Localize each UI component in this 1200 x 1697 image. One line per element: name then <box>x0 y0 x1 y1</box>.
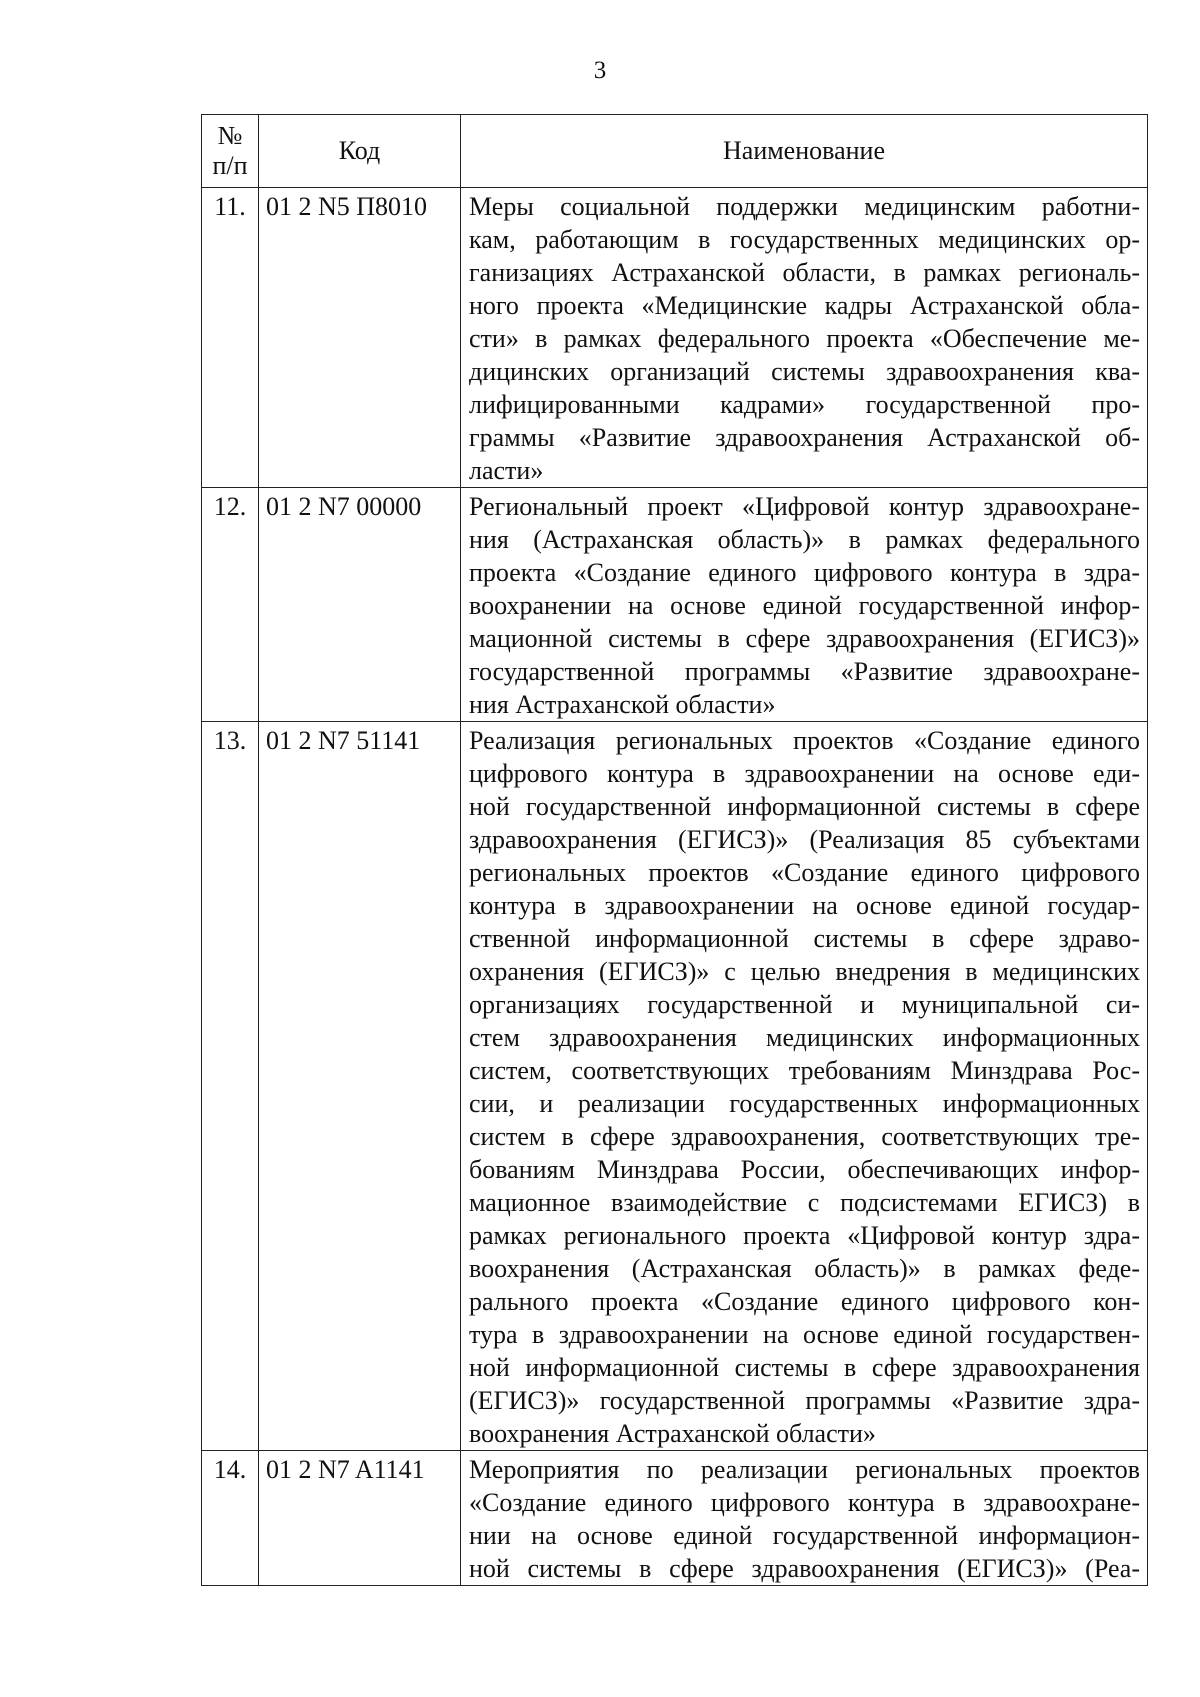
table-row <box>202 188 1148 488</box>
row-name-line: ния (Астраханская область)» в рамках федерального <box>469 525 1140 554</box>
row-name-line: Мероприятия по реализации региональных проектов <box>469 1455 1140 1484</box>
row-number: 11. <box>202 188 259 488</box>
row-name-line: региональных проектов «Создание единого цифрового <box>469 858 1140 887</box>
row-name-line: дицинских организаций системы здравоохранения ква- <box>469 357 1140 386</box>
row-name-line: Меры социальной поддержки медицинским работни- <box>469 192 1140 221</box>
header-num-symbol: № <box>217 121 243 150</box>
row-name <box>461 488 1148 722</box>
row-code: 01 2 N7 A1141 <box>259 1451 461 1586</box>
header-name: Наименование <box>461 115 1148 188</box>
row-name-line: воохранения (Астраханская область)» в рамках феде- <box>469 1254 1140 1283</box>
row-name-line: ганизациях Астраханской области, в рамках региональ- <box>469 258 1140 287</box>
row-name-line: государственной программы «Развитие здравоохране- <box>469 657 1140 686</box>
row-number: 12. <box>202 488 259 722</box>
row-name-line: (ЕГИСЗ)» государственной программы «Развитие здра- <box>469 1386 1140 1415</box>
row-number: 14. <box>202 1451 259 1586</box>
table-header-row <box>202 115 1148 188</box>
row-name-line: ной информационной системы в сфере здравоохранения <box>469 1353 1140 1382</box>
row-name <box>461 188 1148 488</box>
row-name <box>461 1451 1148 1586</box>
row-name-line: контура в здравоохранении на основе единой государ- <box>469 891 1140 920</box>
row-name-line: нии на основе единой государственной информацион- <box>469 1521 1140 1550</box>
row-name-line: ной государственной информационной системы в сфере <box>469 792 1140 821</box>
row-name-line: ния Астраханской области» <box>469 690 776 719</box>
row-name-line: сти» в рамках федерального проекта «Обеспечение ме- <box>469 324 1140 353</box>
row-name-line: ной системы в сфере здравоохранения (ЕГИСЗ)» (Реа- <box>469 1554 1140 1583</box>
row-name-line: охранения (ЕГИСЗ)» с целью внедрения в медицинских <box>469 957 1140 986</box>
row-name-line: «Создание единого цифрового контура в здравоохране- <box>469 1488 1140 1517</box>
table-row <box>202 488 1148 722</box>
row-name-line: мационной системы в сфере здравоохранения (ЕГИСЗ)» <box>469 624 1140 653</box>
row-number: 13. <box>202 722 259 1451</box>
table-body <box>202 188 1148 1586</box>
header-num-label: п/п <box>212 151 248 180</box>
row-name-line: воохранения Астраханской области» <box>469 1419 876 1448</box>
header-code: Код <box>259 115 461 188</box>
row-name-line: мационное взаимодействие с подсистемами ЕГИСЗ) в <box>469 1188 1140 1217</box>
row-name-line: бованиям Минздрава России, обеспечивающих инфор- <box>469 1155 1140 1184</box>
row-name-line: цифрового контура в здравоохранении на основе еди- <box>469 759 1140 788</box>
codes-table <box>201 114 1148 1586</box>
row-name-line: стем здравоохранения медицинских информационных <box>469 1023 1140 1052</box>
page-number: 3 <box>593 57 607 84</box>
row-name-line: ственной информационной системы в сфере здраво- <box>469 924 1140 953</box>
row-name-line: граммы «Развитие здравоохранения Астраханской об- <box>469 423 1140 452</box>
row-name-line: организациях государственной и муниципальной си- <box>469 990 1140 1019</box>
table-row <box>202 1451 1148 1586</box>
row-name-line: кам, работающим в государственных медицинских ор- <box>469 225 1140 254</box>
row-name-line: тура в здравоохранении на основе единой государствен- <box>469 1320 1140 1349</box>
row-name-line: Реализация региональных проектов «Создание единого <box>469 726 1140 755</box>
row-name-line: рамках регионального проекта «Цифровой контур здра- <box>469 1221 1140 1250</box>
row-name-line: сии, и реализации государственных информационных <box>469 1089 1140 1118</box>
row-name-line: воохранении на основе единой государственной инфор- <box>469 591 1140 620</box>
table-row <box>202 722 1148 1451</box>
row-name-line: ного проекта «Медицинские кадры Астраханской обла- <box>469 291 1140 320</box>
row-name-line: проекта «Создание единого цифрового контура в здра- <box>469 558 1140 587</box>
row-name <box>461 722 1148 1451</box>
row-name-line: рального проекта «Создание единого цифрового кон- <box>469 1287 1140 1316</box>
row-name-line: лифицированными кадрами» государственной про- <box>469 390 1140 419</box>
row-code: 01 2 N7 00000 <box>259 488 461 722</box>
row-name-line: систем в сфере здравоохранения, соответствующих тре- <box>469 1122 1140 1151</box>
row-code: 01 2 N5 П8010 <box>259 188 461 488</box>
row-name-line: Региональный проект «Цифровой контур здравоохране- <box>469 492 1140 521</box>
row-name-line: систем, соответствующих требованиям Минздрава Рос- <box>469 1056 1140 1085</box>
header-num <box>202 115 259 188</box>
row-code: 01 2 N7 51141 <box>259 722 461 1451</box>
row-name-line: ласти» <box>469 456 544 485</box>
row-name-line: здравоохранения (ЕГИСЗ)» (Реализация 85 субъектами <box>469 825 1140 854</box>
